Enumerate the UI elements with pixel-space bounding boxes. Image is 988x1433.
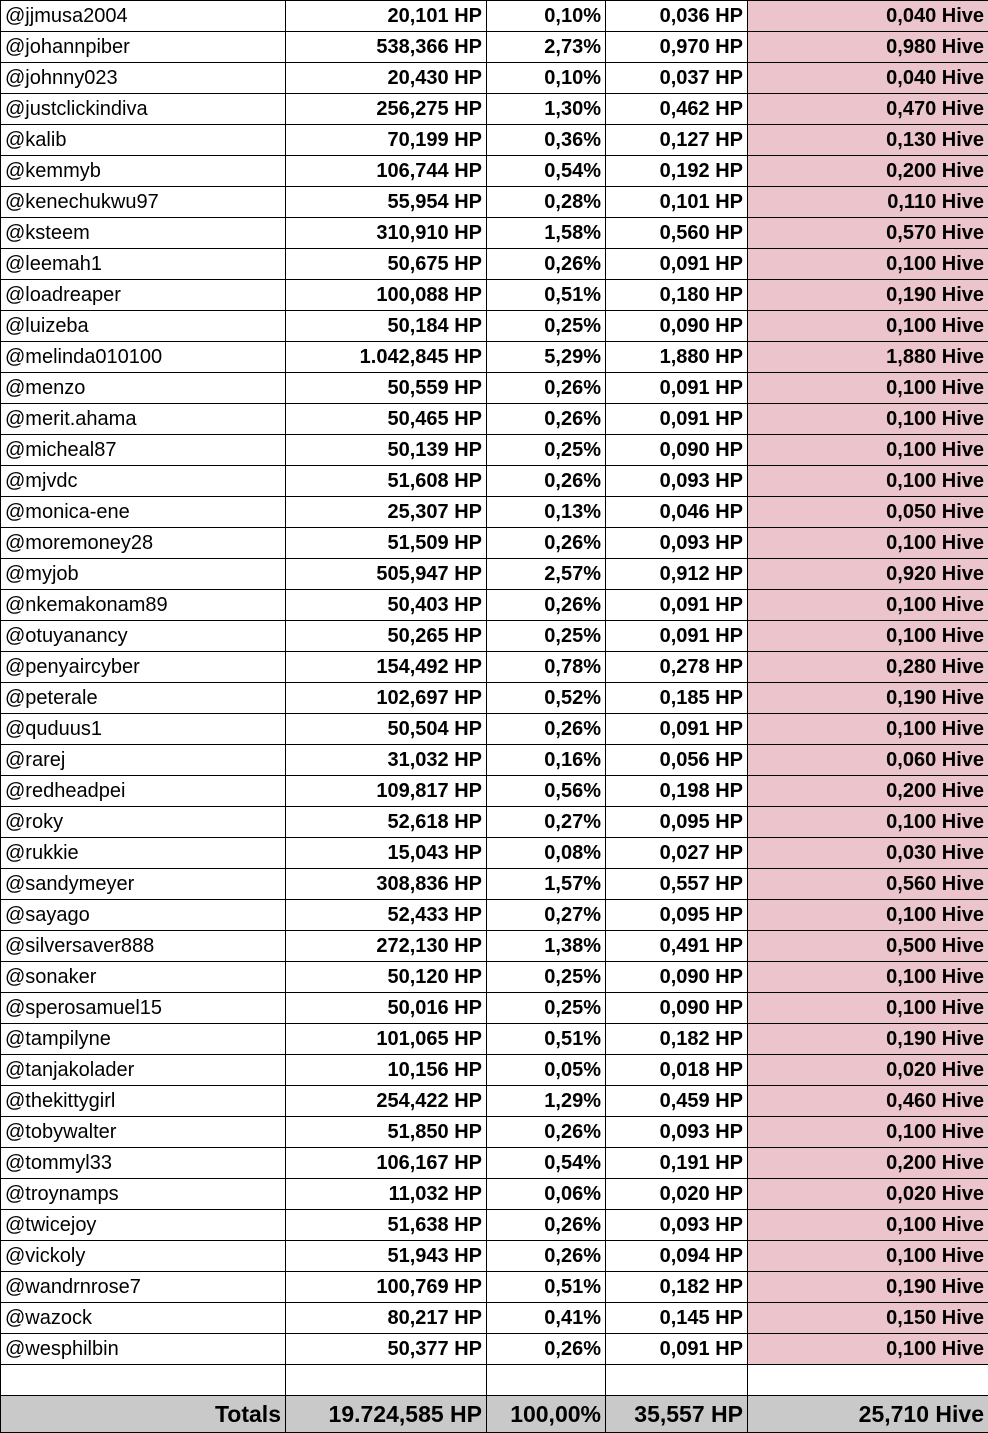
account-name-cell: @johannpiber (1, 32, 286, 63)
account-name-cell: @sayago (1, 900, 286, 931)
share-hp-cell: 0,462 HP (606, 94, 748, 125)
hive-power-cell: 100,088 HP (286, 280, 487, 311)
account-name-cell: @otuyanancy (1, 621, 286, 652)
hive-payout-cell: 0,190 Hive (748, 1272, 988, 1303)
table-row (1, 931, 988, 962)
account-name-cell: @penyaircyber (1, 652, 286, 683)
table-row (1, 1303, 988, 1334)
table-row (1, 435, 988, 466)
account-name-cell: @loadreaper (1, 280, 286, 311)
hive-power-cell: 20,430 HP (286, 63, 487, 94)
hive-payout-cell: 0,060 Hive (748, 745, 988, 776)
hive-payout-cell: 0,100 Hive (748, 621, 988, 652)
hive-power-cell: 50,184 HP (286, 311, 487, 342)
hive-power-cell: 11,032 HP (286, 1179, 487, 1210)
account-name-cell: @moremoney28 (1, 528, 286, 559)
hive-payout-cell: 0,100 Hive (748, 435, 988, 466)
account-name-cell: @silversaver888 (1, 931, 286, 962)
share-hp-cell: 0,093 HP (606, 466, 748, 497)
table-row (1, 962, 988, 993)
share-hp-cell: 0,091 HP (606, 373, 748, 404)
hive-power-cell: 50,139 HP (286, 435, 487, 466)
percent-cell: 2,57% (487, 559, 606, 590)
hive-power-cell: 51,509 HP (286, 528, 487, 559)
percent-cell: 0,26% (487, 590, 606, 621)
percent-cell: 0,36% (487, 125, 606, 156)
share-hp-cell: 0,093 HP (606, 528, 748, 559)
account-name-cell: @sperosamuel15 (1, 993, 286, 1024)
table-row (1, 528, 988, 559)
hive-payout-cell: 0,500 Hive (748, 931, 988, 962)
totals-label: Totals (1, 1396, 286, 1433)
hive-power-cell: 538,366 HP (286, 32, 487, 63)
hive-power-cell: 154,492 HP (286, 652, 487, 683)
share-hp-cell: 0,090 HP (606, 311, 748, 342)
percent-cell: 0,25% (487, 435, 606, 466)
account-name-cell: @redheadpei (1, 776, 286, 807)
hive-payout-cell: 0,100 Hive (748, 249, 988, 280)
percent-cell: 0,26% (487, 1210, 606, 1241)
totals-hive: 25,710 Hive (748, 1396, 988, 1433)
hive-payout-cell: 0,200 Hive (748, 1148, 988, 1179)
table-row (1, 838, 988, 869)
hive-power-cell: 50,016 HP (286, 993, 487, 1024)
hive-power-cell: 310,910 HP (286, 218, 487, 249)
share-hp-cell: 0,091 HP (606, 404, 748, 435)
share-hp-cell: 0,090 HP (606, 993, 748, 1024)
blank-cell (487, 1365, 606, 1396)
hive-power-cell: 70,199 HP (286, 125, 487, 156)
hive-power-cell: 50,377 HP (286, 1334, 487, 1365)
percent-cell: 0,51% (487, 1272, 606, 1303)
percent-cell: 5,29% (487, 342, 606, 373)
hive-power-cell: 100,769 HP (286, 1272, 487, 1303)
hive-payout-cell: 0,050 Hive (748, 497, 988, 528)
share-hp-cell: 0,180 HP (606, 280, 748, 311)
share-hp-cell: 0,091 HP (606, 590, 748, 621)
percent-cell: 1,30% (487, 94, 606, 125)
hive-payout-cell: 0,100 Hive (748, 993, 988, 1024)
account-name-cell: @wazock (1, 1303, 286, 1334)
hive-payout-cell: 0,150 Hive (748, 1303, 988, 1334)
hive-payout-cell: 0,030 Hive (748, 838, 988, 869)
table-row (1, 1086, 988, 1117)
percent-cell: 0,06% (487, 1179, 606, 1210)
percent-cell: 0,26% (487, 249, 606, 280)
account-name-cell: @melinda010100 (1, 342, 286, 373)
percent-cell: 0,05% (487, 1055, 606, 1086)
hive-payout-cell: 0,100 Hive (748, 714, 988, 745)
table-row (1, 745, 988, 776)
hive-payout-cell: 0,100 Hive (748, 528, 988, 559)
percent-cell: 0,26% (487, 528, 606, 559)
table-row (1, 404, 988, 435)
share-hp-cell: 0,091 HP (606, 714, 748, 745)
share-hp-cell: 0,192 HP (606, 156, 748, 187)
share-hp-cell: 0,091 HP (606, 1334, 748, 1365)
hive-power-cell: 10,156 HP (286, 1055, 487, 1086)
table-row (1, 559, 988, 590)
percent-cell: 0,27% (487, 807, 606, 838)
hive-power-cell: 25,307 HP (286, 497, 487, 528)
account-name-cell: @wesphilbin (1, 1334, 286, 1365)
account-name-cell: @thekittygirl (1, 1086, 286, 1117)
hive-power-cell: 1.042,845 HP (286, 342, 487, 373)
share-hp-cell: 0,094 HP (606, 1241, 748, 1272)
hive-payout-cell: 0,100 Hive (748, 1334, 988, 1365)
percent-cell: 0,25% (487, 621, 606, 652)
percent-cell: 1,38% (487, 931, 606, 962)
hive-power-cell: 50,504 HP (286, 714, 487, 745)
account-name-cell: @ksteem (1, 218, 286, 249)
hive-power-cell: 109,817 HP (286, 776, 487, 807)
table-row (1, 156, 988, 187)
hive-payout-cell: 0,100 Hive (748, 900, 988, 931)
hive-power-cell: 256,275 HP (286, 94, 487, 125)
hive-payout-cell: 0,110 Hive (748, 187, 988, 218)
percent-cell: 0,51% (487, 1024, 606, 1055)
hive-payout-cell: 0,100 Hive (748, 1241, 988, 1272)
percent-cell: 0,16% (487, 745, 606, 776)
table-row (1, 1055, 988, 1086)
table-row (1, 869, 988, 900)
hive-payout-cell: 1,880 Hive (748, 342, 988, 373)
table-row (1, 1272, 988, 1303)
table-row (1, 900, 988, 931)
hive-power-cell: 55,954 HP (286, 187, 487, 218)
percent-cell: 0,54% (487, 156, 606, 187)
hive-payout-cell: 0,100 Hive (748, 1117, 988, 1148)
account-name-cell: @johnny023 (1, 63, 286, 94)
share-hp-cell: 0,127 HP (606, 125, 748, 156)
account-name-cell: @merit.ahama (1, 404, 286, 435)
hive-power-cell: 51,850 HP (286, 1117, 487, 1148)
table-row (1, 1117, 988, 1148)
percent-cell: 0,26% (487, 1334, 606, 1365)
share-hp-cell: 0,018 HP (606, 1055, 748, 1086)
account-name-cell: @tommyl33 (1, 1148, 286, 1179)
share-hp-cell: 0,182 HP (606, 1272, 748, 1303)
percent-cell: 0,26% (487, 404, 606, 435)
table-row (1, 683, 988, 714)
hive-power-cell: 50,559 HP (286, 373, 487, 404)
account-name-cell: @nkemakonam89 (1, 590, 286, 621)
blank-cell (748, 1365, 988, 1396)
table-row (1, 1210, 988, 1241)
hive-power-cell: 80,217 HP (286, 1303, 487, 1334)
hive-payout-cell: 0,280 Hive (748, 652, 988, 683)
share-hp-cell: 0,182 HP (606, 1024, 748, 1055)
hive-payout-cell: 0,130 Hive (748, 125, 988, 156)
share-hp-cell: 0,037 HP (606, 63, 748, 94)
share-hp-cell: 0,557 HP (606, 869, 748, 900)
table-row (1, 218, 988, 249)
account-name-cell: @tobywalter (1, 1117, 286, 1148)
hive-payout-cell: 0,190 Hive (748, 683, 988, 714)
table-row (1, 776, 988, 807)
hive-power-cell: 52,618 HP (286, 807, 487, 838)
table-row (1, 32, 988, 63)
hive-payout-cell: 0,190 Hive (748, 280, 988, 311)
percent-cell: 0,56% (487, 776, 606, 807)
hive-payout-cell: 0,470 Hive (748, 94, 988, 125)
percent-cell: 0,27% (487, 900, 606, 931)
percent-cell: 0,25% (487, 993, 606, 1024)
percent-cell: 0,25% (487, 962, 606, 993)
percent-cell: 0,10% (487, 63, 606, 94)
account-name-cell: @sonaker (1, 962, 286, 993)
share-hp-cell: 0,459 HP (606, 1086, 748, 1117)
hive-power-cell: 50,265 HP (286, 621, 487, 652)
hive-payout-cell: 0,460 Hive (748, 1086, 988, 1117)
share-hp-cell: 1,880 HP (606, 342, 748, 373)
hive-payout-cell: 0,020 Hive (748, 1179, 988, 1210)
share-hp-cell: 0,278 HP (606, 652, 748, 683)
percent-cell: 0,26% (487, 714, 606, 745)
table-row (1, 373, 988, 404)
table-row (1, 249, 988, 280)
share-hp-cell: 0,027 HP (606, 838, 748, 869)
account-name-cell: @luizeba (1, 311, 286, 342)
share-hp-cell: 0,093 HP (606, 1210, 748, 1241)
percent-cell: 0,26% (487, 1117, 606, 1148)
hive-power-cell: 50,403 HP (286, 590, 487, 621)
account-name-cell: @tanjakolader (1, 1055, 286, 1086)
table-row (1, 590, 988, 621)
share-hp-cell: 0,970 HP (606, 32, 748, 63)
percent-cell: 2,73% (487, 32, 606, 63)
share-hp-cell: 0,185 HP (606, 683, 748, 714)
hive-power-cell: 50,120 HP (286, 962, 487, 993)
hive-payout-cell: 0,100 Hive (748, 404, 988, 435)
hive-payout-cell: 0,200 Hive (748, 156, 988, 187)
percent-cell: 0,08% (487, 838, 606, 869)
hive-payout-cell: 0,100 Hive (748, 466, 988, 497)
table-row (1, 63, 988, 94)
hive-power-cell: 308,836 HP (286, 869, 487, 900)
table-row (1, 1148, 988, 1179)
hive-payout-cell: 0,100 Hive (748, 807, 988, 838)
table-row (1, 125, 988, 156)
blank-cell (1, 1365, 286, 1396)
account-name-cell: @tampilyne (1, 1024, 286, 1055)
percent-cell: 1,29% (487, 1086, 606, 1117)
percent-cell: 0,26% (487, 1241, 606, 1272)
account-name-cell: @mjvdc (1, 466, 286, 497)
share-hp-cell: 0,491 HP (606, 931, 748, 962)
percent-cell: 0,78% (487, 652, 606, 683)
hive-payout-cell: 0,100 Hive (748, 1210, 988, 1241)
hive-power-cell: 505,947 HP (286, 559, 487, 590)
share-hp-cell: 0,020 HP (606, 1179, 748, 1210)
share-hp-cell: 0,101 HP (606, 187, 748, 218)
table-row (1, 466, 988, 497)
account-name-cell: @roky (1, 807, 286, 838)
account-name-cell: @kenechukwu97 (1, 187, 286, 218)
hive-power-cell: 102,697 HP (286, 683, 487, 714)
table-row (1, 1241, 988, 1272)
hive-payout-cell: 0,190 Hive (748, 1024, 988, 1055)
share-hp-cell: 0,090 HP (606, 435, 748, 466)
share-hp-cell: 0,036 HP (606, 1, 748, 32)
account-name-cell: @monica-ene (1, 497, 286, 528)
share-hp-cell: 0,090 HP (606, 962, 748, 993)
table-row (1, 993, 988, 1024)
share-hp-cell: 0,095 HP (606, 807, 748, 838)
hive-payout-cell: 0,560 Hive (748, 869, 988, 900)
share-hp-cell: 0,191 HP (606, 1148, 748, 1179)
hive-payout-cell: 0,570 Hive (748, 218, 988, 249)
percent-cell: 1,58% (487, 218, 606, 249)
hive-power-cell: 52,433 HP (286, 900, 487, 931)
hive-power-cell: 50,465 HP (286, 404, 487, 435)
hive-power-cell: 20,101 HP (286, 1, 487, 32)
hive-power-cell: 254,422 HP (286, 1086, 487, 1117)
percent-cell: 1,57% (487, 869, 606, 900)
account-name-cell: @wandrnrose7 (1, 1272, 286, 1303)
hive-power-cell: 15,043 HP (286, 838, 487, 869)
account-name-cell: @jjmusa2004 (1, 1, 286, 32)
hive-payout-cell: 0,920 Hive (748, 559, 988, 590)
share-hp-cell: 0,056 HP (606, 745, 748, 776)
account-name-cell: @troynamps (1, 1179, 286, 1210)
account-name-cell: @micheal87 (1, 435, 286, 466)
table-row (1, 807, 988, 838)
account-name-cell: @rarej (1, 745, 286, 776)
account-name-cell: @justclickindiva (1, 94, 286, 125)
hive-power-cell: 31,032 HP (286, 745, 487, 776)
hive-payout-cell: 0,040 Hive (748, 63, 988, 94)
account-name-cell: @leemah1 (1, 249, 286, 280)
table-row (1, 1, 988, 32)
hive-payout-cell: 0,100 Hive (748, 311, 988, 342)
account-name-cell: @kemmyb (1, 156, 286, 187)
hive-payout-cell: 0,020 Hive (748, 1055, 988, 1086)
account-name-cell: @peterale (1, 683, 286, 714)
table-row (1, 1179, 988, 1210)
share-hp-cell: 0,198 HP (606, 776, 748, 807)
share-hp-cell: 0,560 HP (606, 218, 748, 249)
account-name-cell: @sandymeyer (1, 869, 286, 900)
percent-cell: 0,26% (487, 466, 606, 497)
table-row (1, 652, 988, 683)
table-row (1, 621, 988, 652)
account-name-cell: @myjob (1, 559, 286, 590)
share-hp-cell: 0,912 HP (606, 559, 748, 590)
totals-row (1, 1396, 988, 1433)
table-row (1, 280, 988, 311)
share-hp-cell: 0,145 HP (606, 1303, 748, 1334)
hive-payout-cell: 0,100 Hive (748, 962, 988, 993)
percent-cell: 0,13% (487, 497, 606, 528)
table-row (1, 714, 988, 745)
table-row (1, 1024, 988, 1055)
hive-power-cell: 51,638 HP (286, 1210, 487, 1241)
hive-payout-cell: 0,040 Hive (748, 1, 988, 32)
hive-payout-cell: 0,200 Hive (748, 776, 988, 807)
blank-cell (606, 1365, 748, 1396)
percent-cell: 0,28% (487, 187, 606, 218)
percent-cell: 0,52% (487, 683, 606, 714)
share-hp-cell: 0,046 HP (606, 497, 748, 528)
table-row (1, 497, 988, 528)
share-hp-cell: 0,091 HP (606, 249, 748, 280)
hive-power-cell: 106,167 HP (286, 1148, 487, 1179)
table-row (1, 342, 988, 373)
totals-hp: 19.724,585 HP (286, 1396, 487, 1433)
hive-power-cell: 272,130 HP (286, 931, 487, 962)
account-name-cell: @kalib (1, 125, 286, 156)
blank-cell (286, 1365, 487, 1396)
percent-cell: 0,51% (487, 280, 606, 311)
hive-payout-cell: 0,980 Hive (748, 32, 988, 63)
percent-cell: 0,54% (487, 1148, 606, 1179)
totals-percent: 100,00% (487, 1396, 606, 1433)
share-hp-cell: 0,091 HP (606, 621, 748, 652)
hive-power-cell: 51,943 HP (286, 1241, 487, 1272)
account-name-cell: @rukkie (1, 838, 286, 869)
payout-rows (1, 1, 988, 1365)
percent-cell: 0,26% (487, 373, 606, 404)
table-row (1, 187, 988, 218)
share-hp-cell: 0,093 HP (606, 1117, 748, 1148)
percent-cell: 0,41% (487, 1303, 606, 1334)
hive-payout-cell: 0,100 Hive (748, 373, 988, 404)
hive-power-cell: 106,744 HP (286, 156, 487, 187)
percent-cell: 0,10% (487, 1, 606, 32)
table-row (1, 311, 988, 342)
hive-power-cell: 101,065 HP (286, 1024, 487, 1055)
percent-cell: 0,25% (487, 311, 606, 342)
totals-share: 35,557 HP (606, 1396, 748, 1433)
account-name-cell: @twicejoy (1, 1210, 286, 1241)
table-row (1, 94, 988, 125)
blank-row (1, 1365, 988, 1396)
table-row (1, 1334, 988, 1365)
hive-power-cell: 50,675 HP (286, 249, 487, 280)
hive-payout-cell: 0,100 Hive (748, 590, 988, 621)
account-name-cell: @quduus1 (1, 714, 286, 745)
share-hp-cell: 0,095 HP (606, 900, 748, 931)
account-name-cell: @menzo (1, 373, 286, 404)
hive-power-cell: 51,608 HP (286, 466, 487, 497)
account-name-cell: @vickoly (1, 1241, 286, 1272)
